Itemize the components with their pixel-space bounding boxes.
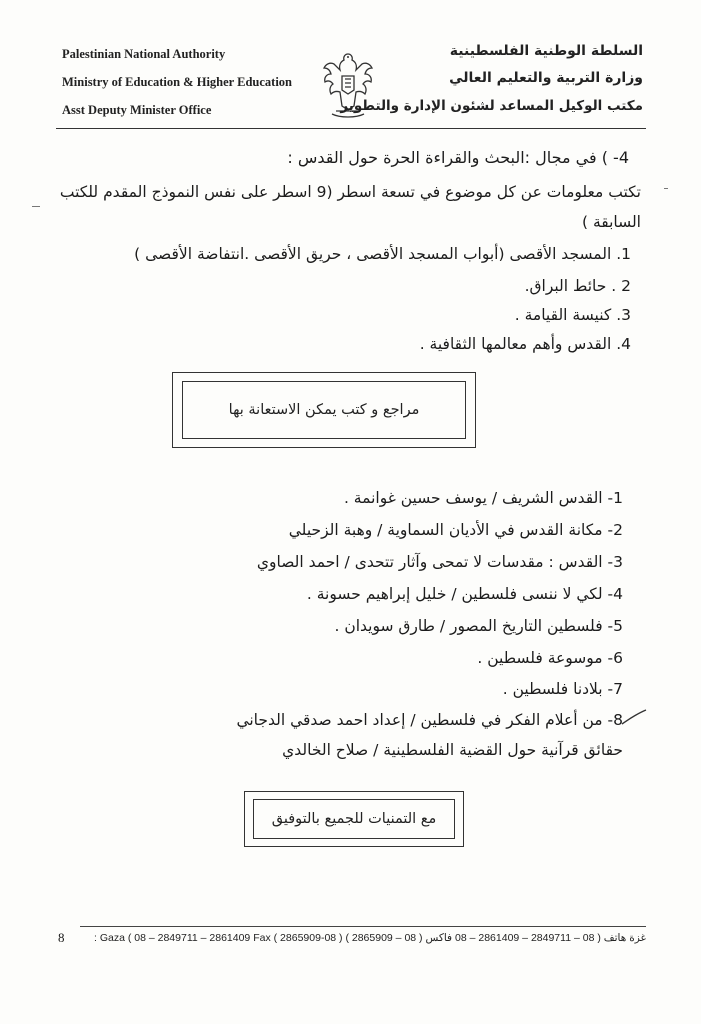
header-ar-authority: السلطة الوطنية الفلسطينية [449, 43, 643, 59]
footer-contact: غزة هاتف ( 08 – 2849711 – 2861409 – 08 فاكس ( 08 – 2865909 ) ( 08-2865909 ) Gaza ( 08 – 2849711 – 2861409 Fax : [94, 932, 646, 944]
reference-item: 7- بلادنا فلسطين . [502, 680, 623, 698]
header-en-ministry: Ministry of Education & Higher Education [62, 75, 292, 89]
reference-item: 5- فلسطين التاريخ المصور / طارق سويدان . [334, 617, 623, 635]
instruction-line-2: السابقة ) [581, 213, 641, 231]
scan-mark [664, 188, 668, 189]
references-box-label: مراجع و كتب يمكن الاستعانة بها [228, 402, 420, 418]
reference-item: 1- القدس الشريف / يوسف حسين غوانمة . [343, 489, 623, 507]
closing-box-label: مع التمنيات للجميع بالتوفيق [271, 811, 437, 827]
header-en-authority: Palestinian National Authority [62, 47, 226, 61]
reference-item: 2- مكانة القدس في الأديان السماوية / وهبة الزحيلي [288, 521, 623, 539]
scan-mark [32, 206, 40, 207]
topic-item: 2 . حائط البراق. [524, 277, 631, 295]
reference-item: 8- من أعلام الفكر في فلسطين / إعداد احمد صدقي الدجاني [236, 711, 623, 729]
topic-item: 4. القدس وأهم معالمها الثقافية . [419, 335, 631, 353]
header-ar-ministry: وزارة التربية والتعليم العالي [449, 70, 643, 86]
footer-divider [80, 926, 646, 927]
header-ar-office: مكتب الوكيل المساعد لشئون الإدارة والتطوير [340, 98, 643, 114]
instruction-line-1: تكتب معلومات عن كل موضوع في تسعة اسطر (9 اسطر على نفس النموذج المقدم للكتب [59, 183, 641, 201]
topic-item: 3. كنيسة القيامة . [514, 306, 631, 324]
check-mark-icon [620, 708, 648, 728]
section-heading: 4- ) في مجال :البحث والقراءة الحرة حول القدس : [287, 148, 629, 167]
header-en-office: Asst Deputy Minister Office [62, 103, 212, 117]
reference-item: 4- لكي لا ننسى فلسطين / خليل إبراهيم حسونة . [306, 585, 623, 603]
reference-item: حقائق قرآنية حول القضية الفلسطينية / صلاح الخالدي [282, 741, 623, 759]
reference-item: 6- موسوعة فلسطين . [477, 649, 623, 667]
page-number: 8 [58, 930, 65, 945]
reference-item: 3- القدس : مقدسات لا تمحى وآثار تتحدى / احمد الصاوي [256, 553, 623, 571]
header-divider [56, 128, 646, 129]
references-box [182, 381, 466, 439]
topic-item: 1. المسجد الأقصى (أبواب المسجد الأقصى ، حريق الأقصى .انتفاضة الأقصى ) [134, 245, 631, 263]
closing-box [253, 799, 455, 839]
